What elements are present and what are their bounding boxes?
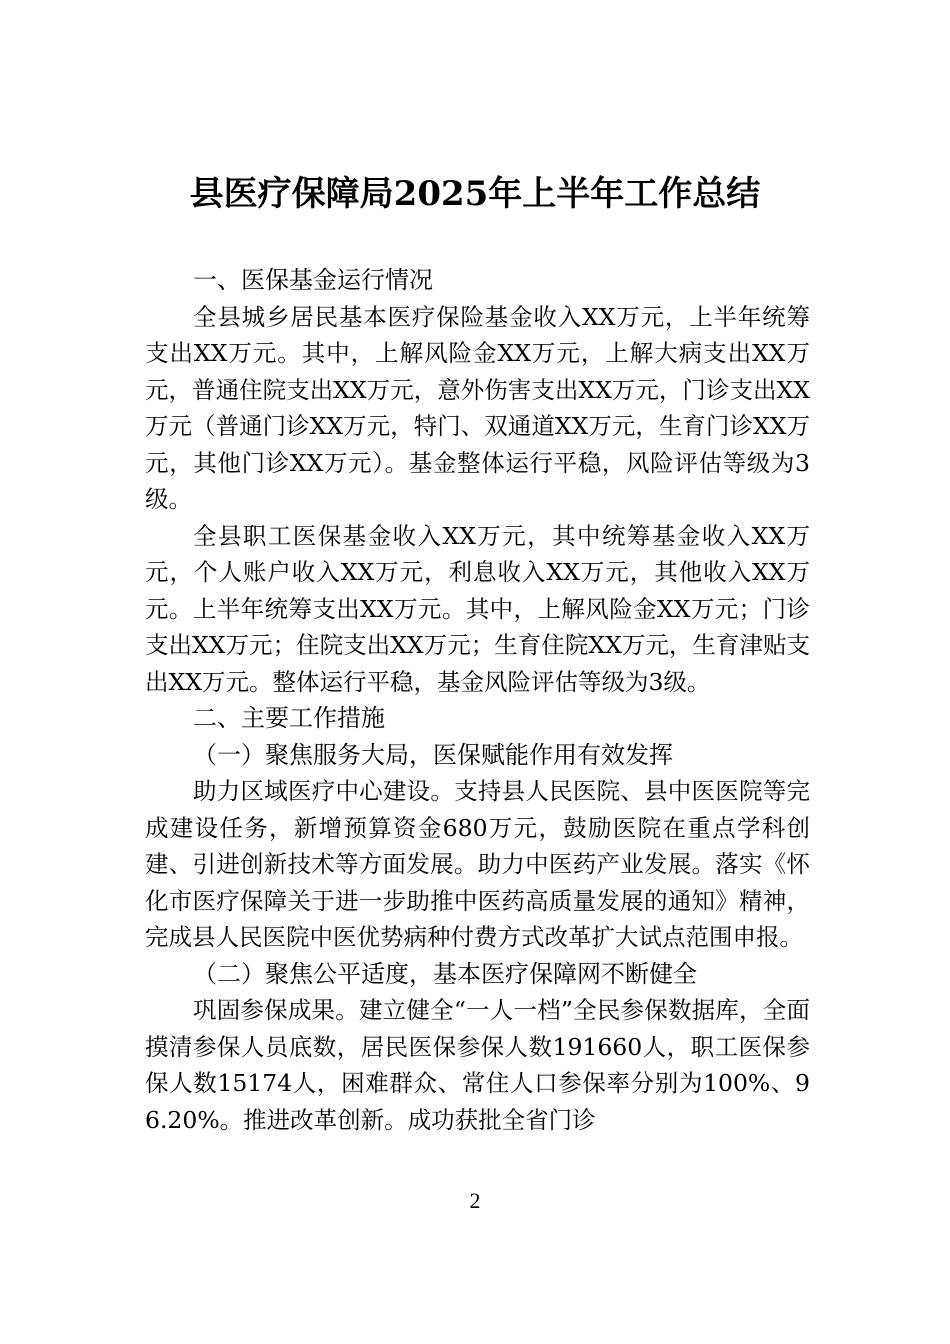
section-heading-fund-operation: 一、医保基金运行情况 xyxy=(193,266,433,294)
document-body xyxy=(145,262,810,1138)
section-heading-main-measures: 二、主要工作措施 xyxy=(193,704,385,732)
document-title: 县医疗保障局2025年上半年工作总结 xyxy=(189,174,761,214)
paragraph-resident-insurance-fund: 全县城乡居民基本医疗保险基金收入XX万元，上半年统筹支出XX万元。其中，上解风险金XX万元，上解大病支出XX万元，普通住院支出XX万元，意外伤害支出XX万元，门诊支出XX万元（普通门诊XX万元，特门、双通道XX万元，生育门诊XX万元，其他门诊XX万元）。基金整体运行平稳，风险评估等级为3级。 xyxy=(145,302,810,513)
paragraph-regional-medical-center: 助力区域医疗中心建设。支持县人民医院、县中医医院等完成建设任务，新增预算资金680万元，鼓励医院在重点学科创建、引进创新技术等方面发展。助力中医药产业发展。落实《怀化市医疗保障关于进一步助推中医药高质量发展的通知》精神，完成县人民医院中医优势病种付费方式改革扩大试点范围申报。 xyxy=(145,777,810,951)
subsection-heading-service: （一）聚焦服务大局，医保赋能作用有效发挥 xyxy=(193,740,673,769)
paragraph-insurance-enrollment: 巩固参保成果。建立健全“一人一档”全民参保数据库，全面摸清参保人员底数，居民医保参保人数191660人，职工医保参保人数15174人，困难群众、常住人口参保率分别为100%、96.20%。推进改革创新。成功获批全省门诊 xyxy=(145,996,810,1134)
page-number: 2 xyxy=(469,1188,481,1213)
paragraph-employee-insurance-fund: 全县职工医保基金收入XX万元，其中统筹基金收入XX万元，个人账户收入XX万元，利息收入XX万元，其他收入XX万元。上半年统筹支出XX万元。其中，上解风险金XX万元；门诊支出XX万元；住院支出XX万元；生育住院XX万元，生育津贴支出XX万元。整体运行平稳，基金风险评估等级为3级。 xyxy=(145,521,810,696)
subsection-heading-fairness: （二）聚焦公平适度，基本医疗保障网不断健全 xyxy=(193,959,697,988)
